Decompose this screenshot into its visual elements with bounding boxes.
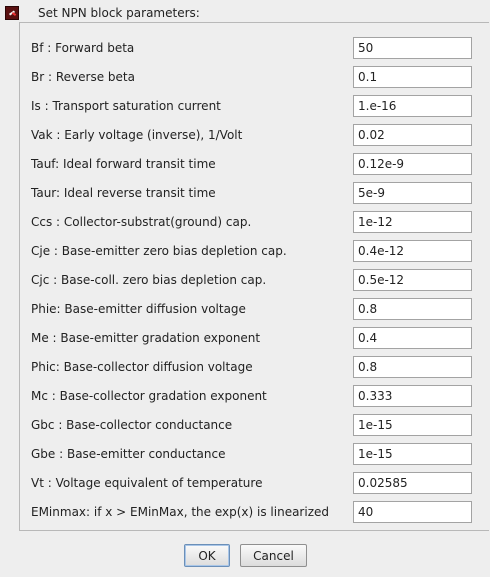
tauf-input[interactable] — [353, 153, 472, 175]
param-row-cjc — [20, 269, 490, 291]
param-row-br — [20, 66, 490, 88]
param-label: Bf : Forward beta — [31, 41, 135, 55]
param-row-phie — [20, 298, 490, 320]
bf-input[interactable] — [353, 37, 472, 59]
param-row-gbe — [20, 443, 490, 465]
dialog-title: Set NPN block parameters: — [38, 6, 200, 20]
param-label: Vt : Voltage equivalent of temperature — [31, 476, 263, 490]
param-row-vt — [20, 472, 490, 494]
phie-input[interactable] — [353, 298, 472, 320]
gbc-input[interactable] — [353, 414, 472, 436]
eminmax-input[interactable] — [353, 501, 472, 523]
param-row-vak — [20, 124, 490, 146]
param-label: Vak : Early voltage (inverse), 1/Volt — [31, 128, 243, 142]
param-label: Is : Transport saturation current — [31, 99, 221, 113]
param-label: Cje : Base-emitter zero bias depletion cap. — [31, 244, 287, 258]
param-row-bf — [20, 37, 490, 59]
cje-input[interactable] — [353, 240, 472, 262]
app-logo-icon — [5, 6, 19, 20]
param-label: Phie: Base-emitter diffusion voltage — [31, 302, 246, 316]
param-label: Me : Base-emitter gradation exponent — [31, 331, 261, 345]
vt-input[interactable] — [353, 472, 472, 494]
param-row-phic — [20, 356, 490, 378]
param-label: Phic: Base-collector diffusion voltage — [31, 360, 253, 374]
ok-button[interactable]: OK — [184, 544, 230, 567]
me-input[interactable] — [353, 327, 472, 349]
mc-input[interactable] — [353, 385, 472, 407]
param-row-mc — [20, 385, 490, 407]
param-row-gbc — [20, 414, 490, 436]
gbe-input[interactable] — [353, 443, 472, 465]
param-label: Ccs : Collector-substrat(ground) cap. — [31, 215, 252, 229]
phic-input[interactable] — [353, 356, 472, 378]
param-row-taur — [20, 182, 490, 204]
param-label: Taur: Ideal reverse transit time — [31, 186, 216, 200]
param-row-me — [20, 327, 490, 349]
param-label: Mc : Base-collector gradation exponent — [31, 389, 267, 403]
taur-input[interactable] — [353, 182, 472, 204]
param-label: Cjc : Base-coll. zero bias depletion cap. — [31, 273, 267, 287]
cjc-input[interactable] — [353, 269, 472, 291]
param-label: Tauf: Ideal forward transit time — [31, 157, 216, 171]
param-label: EMinmax: if x > EMinMax, the exp(x) is linearized — [31, 505, 330, 519]
param-row-is — [20, 95, 490, 117]
dialog-header — [5, 4, 200, 22]
vak-input[interactable] — [353, 124, 472, 146]
param-row-eminmax — [20, 501, 490, 523]
param-label: Br : Reverse beta — [31, 70, 135, 84]
parameters-panel — [19, 22, 489, 531]
br-input[interactable] — [353, 66, 472, 88]
param-row-ccs — [20, 211, 490, 233]
param-row-cje — [20, 240, 490, 262]
ccs-input[interactable] — [353, 211, 472, 233]
param-row-tauf — [20, 153, 490, 175]
param-label: Gbe : Base-emitter conductance — [31, 447, 226, 461]
param-label: Gbc : Base-collector conductance — [31, 418, 233, 432]
is-input[interactable] — [353, 95, 472, 117]
cancel-button[interactable]: Cancel — [240, 544, 307, 567]
